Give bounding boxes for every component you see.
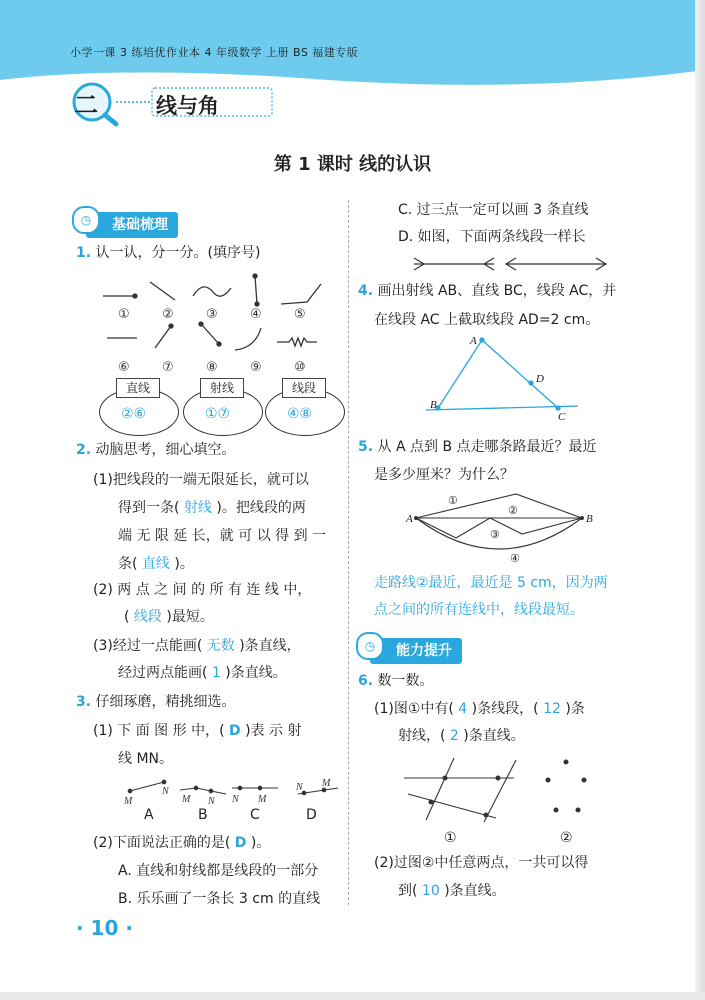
q5-number: 5. (358, 439, 374, 455)
q2-p1-a: (1)把线段的一端无限延长，就可以 (93, 472, 309, 488)
q2-p3-b-answer: 1 (211, 665, 221, 681)
q6-text: 数一数。 (377, 673, 434, 689)
q6-p2-b (398, 881, 506, 901)
q6-stem (358, 671, 434, 691)
q1-text: 认一认，分一分。(填序号) (95, 245, 261, 261)
alarm-clock-icon-2: ◷ (356, 632, 384, 660)
q3-opt-b: B. 乐乐画了一条长 3 cm 的直线 (118, 891, 321, 907)
q2-p1-d-answer: 直线 (141, 556, 170, 572)
q4-point-b: B (430, 399, 437, 411)
q3-stem (76, 692, 236, 712)
q1-label-6: ⑥ (118, 360, 130, 375)
q6-number: 6. (358, 673, 374, 689)
q1-box-line: 直线 (116, 378, 160, 398)
page-number: · 10 · (76, 916, 133, 940)
q3-p1-answer: D (229, 723, 241, 739)
svg-text:M: M (182, 794, 191, 805)
q3-p2-pre: (2)下面说法正确的是( (93, 835, 231, 851)
svg-text:M: M (322, 778, 331, 789)
q3-option-d: D (306, 807, 317, 823)
q3-p2-answer: D (234, 835, 247, 851)
q2-p1-b (118, 498, 306, 518)
q2-p3-b (118, 663, 287, 683)
section-advanced-label: 能力提升 (396, 643, 452, 659)
q2-number: 2. (76, 442, 92, 458)
q2-p3-b-pre: 经过两点能画( (118, 665, 208, 681)
page-edge-bottom (0, 992, 705, 1000)
q2-p3-a-pre: (3)经过一点能画( (93, 638, 203, 654)
q6-p2-b-pre: 到( (398, 883, 418, 899)
q3-p1-a (93, 721, 301, 741)
q2-p2-b-answer: 线段 (133, 609, 162, 625)
q6-fig-label-2: ② (560, 830, 573, 846)
q3-opt-a: A. 直线和射线都是线段的一部分 (118, 863, 319, 879)
q1-label-7: ⑦ (162, 360, 174, 375)
q1-label-8: ⑧ (206, 360, 218, 375)
q4-triangle-figure (418, 330, 598, 426)
q5-path-4: ④ (510, 553, 520, 565)
q2-p1-b-post: )。把线段的两 (216, 500, 306, 516)
q2-p1-c: 端 无 限 延 长，就 可 以 得 到 一 (118, 528, 327, 544)
svg-text:N: N (162, 786, 169, 797)
q6-p1-post: )条 (565, 701, 585, 717)
q6-p1-a (374, 699, 585, 719)
q4-stem-a (358, 281, 616, 301)
q2-stem (76, 440, 236, 460)
q6-fig-label-1: ① (444, 830, 457, 846)
q1-label-3: ③ (206, 307, 218, 322)
q5-routes-figure (404, 490, 600, 570)
q3-p2-post: )。 (250, 835, 271, 851)
q2-p2-b-pre: ( (124, 609, 130, 625)
q4-point-d: D (536, 373, 544, 385)
q3-p1-post: )表 示 射 (245, 723, 302, 739)
q6-p1-answer2: 12 (543, 701, 561, 717)
q1-number: 1. (76, 245, 92, 261)
q1-box-ray: 射线 (200, 378, 244, 398)
q1-label-9: ⑨ (250, 360, 262, 375)
q2-p1-d-post: )。 (174, 556, 194, 572)
q5-answer-a: 走路线②最近，最近是 5 cm，因为两 (374, 575, 608, 591)
q2-p2-b-post: )最短。 (166, 609, 214, 625)
q6-p1-b (398, 726, 525, 746)
q2-p1-d-pre: 条( (118, 556, 138, 572)
q1-label-10: ⑩ (294, 360, 306, 375)
q3-p1-b: 线 MN。 (118, 751, 174, 767)
q5-text-a: 从 A 点到 B 点走哪条路最近？最近 (377, 439, 597, 455)
q5-text-b: 是多少厘米？为什么？ (374, 467, 514, 483)
q2-p1-b-pre: 得到一条( (118, 500, 180, 516)
q4-point-c: C (558, 411, 566, 423)
q1-label-2: ② (162, 307, 174, 322)
q1-stem (76, 243, 260, 263)
svg-text:M: M (124, 796, 133, 807)
q3-option-c: C (250, 807, 260, 823)
q2-p3-a-answer: 无数 (206, 638, 235, 654)
q6-p1-b-post: )条直线。 (463, 728, 525, 744)
q4-text-a: 画出射线 AB、直线 BC，线段 AC，并 (377, 283, 617, 299)
q2-p1-b-answer: 射线 (183, 500, 212, 516)
svg-text:N: N (232, 794, 239, 805)
q3-number: 3. (76, 694, 92, 710)
q2-p1-d (118, 554, 194, 574)
q5-stem-a (358, 437, 597, 457)
q6-p2-b-answer: 10 (421, 883, 440, 899)
svg-text:N: N (296, 782, 303, 793)
q1-label-4: ④ (250, 307, 262, 322)
q3-p2 (93, 833, 270, 853)
q2-p2-a: (2) 两 点 之 间 的 所 有 连 线 中， (93, 582, 312, 598)
q6-figures (400, 754, 610, 824)
q4-number: 4. (358, 283, 374, 299)
svg-text:M: M (258, 794, 267, 805)
q2-p3-b-post: )条直线。 (225, 665, 287, 681)
header-text: 小学一课 3 练培优作业本 4 年级数学 上册 BS 福建专版 (70, 46, 359, 59)
q6-p1-mid: )条线段，( (471, 701, 539, 717)
q4-point-a: A (470, 335, 477, 347)
q3-ray-options-figure (118, 776, 348, 808)
q1-box-segment: 线段 (282, 378, 326, 398)
q1-answer-line: ②⑥ (121, 406, 147, 422)
q6-p2-b-post: )条直线。 (444, 883, 506, 899)
q6-p1-pre: (1)图①中有( (374, 701, 454, 717)
lesson-title: 第 1 课时 线的认识 (273, 154, 432, 175)
q5-end-b: B (586, 513, 593, 525)
q5-path-1: ① (448, 495, 458, 507)
q4-text-b: 在线段 AC 上截取线段 AD=2 cm。 (374, 312, 600, 328)
q1-answer-segment: ④⑧ (287, 406, 313, 422)
svg-text:N: N (208, 796, 215, 807)
section-basic-label: 基础梳理 (112, 217, 168, 233)
q3-option-b: B (198, 807, 208, 823)
q6-p2-a: (2)过图②中任意两点，一共可以得 (374, 855, 589, 871)
q2-p3-a-post: )条直线， (239, 638, 301, 654)
q3-option-a: A (144, 807, 154, 823)
q6-p1-b-answer: 2 (449, 728, 459, 744)
q6-p1-answer1: 4 (458, 701, 468, 717)
q2-text: 动脑思考，细心填空。 (95, 442, 236, 458)
q3-text: 仔细琢磨，精挑细选。 (95, 694, 236, 710)
q1-answer-ray: ①⑦ (205, 406, 231, 422)
chapter-number: 二 (74, 91, 98, 119)
chapter-title: 线与角 (156, 94, 219, 118)
q3-p1-pre: (1) 下 面 图 形 中，( (93, 723, 225, 739)
q3-segments-figure (410, 254, 610, 274)
q2-p3-a (93, 636, 301, 656)
q1-label-1: ① (118, 307, 130, 322)
q5-answer-b: 点之间的所有连线中，线段最短。 (374, 602, 584, 618)
alarm-clock-icon: ◷ (72, 206, 100, 234)
q5-path-2: ② (508, 505, 518, 517)
q5-path-3: ③ (490, 529, 500, 541)
q6-p1-b-pre: 射线，( (398, 728, 446, 744)
column-divider (348, 200, 349, 905)
q1-label-5: ⑤ (294, 307, 306, 322)
q3-opt-d: D. 如图，下面两条线段一样长 (398, 229, 586, 245)
q3-opt-c: C. 过三点一定可以画 3 条直线 (398, 202, 589, 218)
q5-end-a: A (406, 513, 413, 525)
page-edge-right (695, 0, 705, 1000)
q2-p2-b (124, 607, 214, 627)
